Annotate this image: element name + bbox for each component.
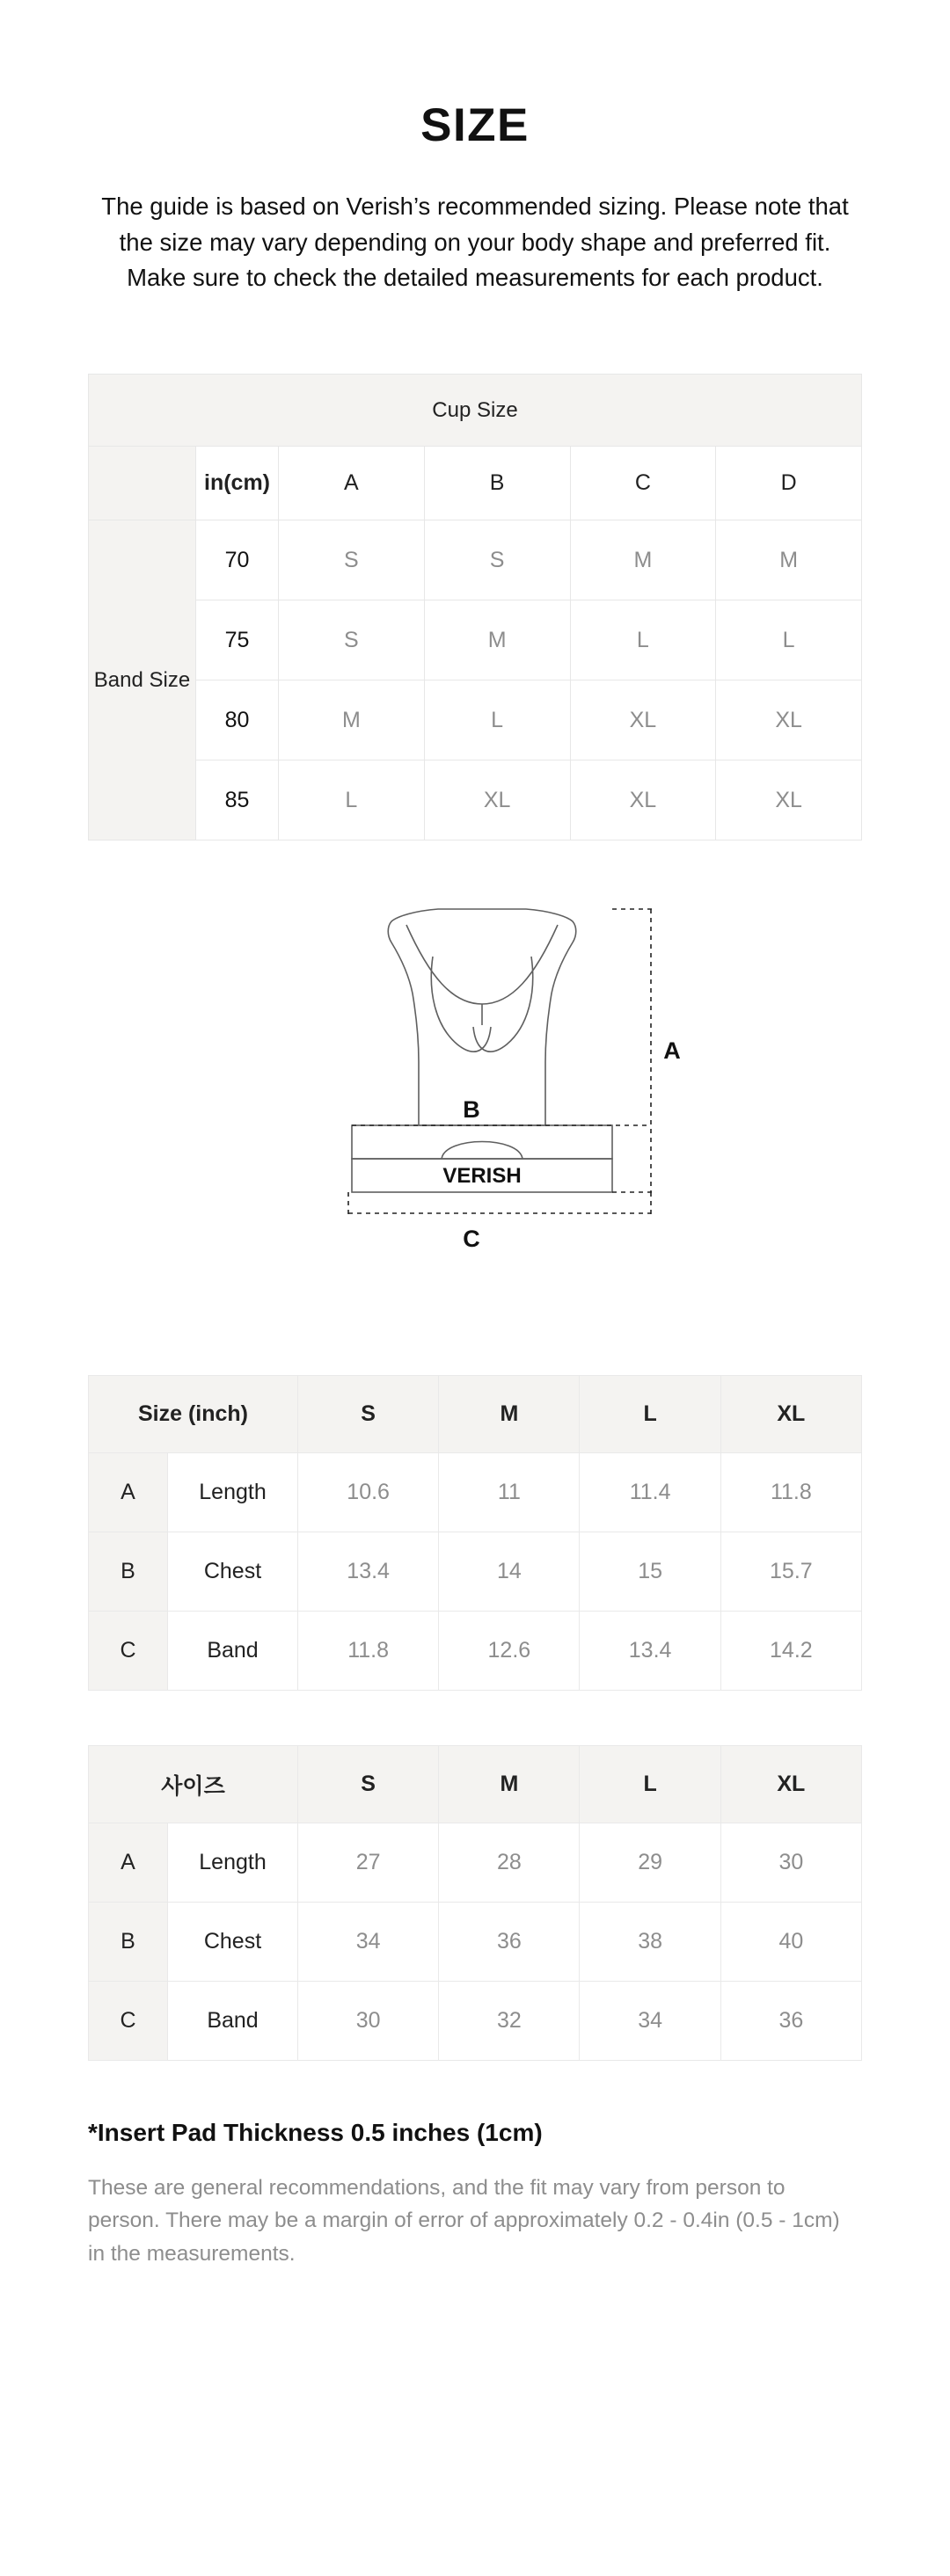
cell-75-b: M [424, 600, 570, 680]
inch-chest-s: 13.4 [298, 1532, 439, 1612]
cm-length-xl: 30 [720, 1823, 861, 1903]
cell-85-d: XL [716, 760, 862, 840]
cm-size-l: L [580, 1746, 720, 1823]
cell-75-d: L [716, 600, 862, 680]
cup-column-a: A [279, 447, 425, 520]
cell-70-c: M [570, 520, 716, 600]
cm-size-s: S [298, 1746, 439, 1823]
table-row [89, 1982, 862, 2061]
cm-chest-l: 38 [580, 1903, 720, 1982]
cup-column-d: D [716, 447, 862, 520]
cm-size-xl: XL [720, 1746, 861, 1823]
table-header-row [89, 1746, 862, 1823]
cm-label-chest: Chest [168, 1903, 298, 1982]
cm-band-l: 34 [580, 1982, 720, 2061]
cell-80-c: XL [570, 680, 716, 760]
cm-measurement-table [88, 1745, 862, 2061]
cm-axis-c: C [89, 1982, 168, 2061]
inch-band-xl: 14.2 [720, 1612, 861, 1691]
inch-band-m: 12.6 [439, 1612, 580, 1691]
inch-length-xl: 11.8 [720, 1453, 861, 1532]
cm-label-length: Length [168, 1823, 298, 1903]
inch-size-s: S [298, 1376, 439, 1453]
cm-length-l: 29 [580, 1823, 720, 1903]
cell-70-d: M [716, 520, 862, 600]
cell-80-d: XL [716, 680, 862, 760]
inch-size-l: L [580, 1376, 720, 1453]
cell-85-c: XL [570, 760, 716, 840]
inch-band-s: 11.8 [298, 1612, 439, 1691]
cell-75-c: L [570, 600, 716, 680]
cm-chest-s: 34 [298, 1903, 439, 1982]
table-row [89, 1453, 862, 1532]
page-title: SIZE [420, 99, 530, 151]
inch-chest-l: 15 [580, 1532, 720, 1612]
band-size-label: Band Size [89, 520, 196, 840]
table-row [89, 1823, 862, 1903]
inch-label-band: Band [168, 1612, 298, 1691]
cell-70-a: S [279, 520, 425, 600]
inch-header-label: Size (inch) [89, 1376, 298, 1453]
table-row [89, 1532, 862, 1612]
inch-band-l: 13.4 [580, 1612, 720, 1691]
inch-chest-xl: 15.7 [720, 1532, 861, 1612]
pad-thickness-note: *Insert Pad Thickness 0.5 inches (1cm) [88, 2119, 543, 2147]
measurement-disclaimer: These are general recommendations, and the fit may vary from person to person. There may be a margin of error of approximately 0.2 - 0.4in (0.5 - 1cm) in the measurements. [88, 2176, 840, 2266]
inch-length-l: 11.4 [580, 1453, 720, 1532]
cell-70-b: S [424, 520, 570, 600]
inch-chest-m: 14 [439, 1532, 580, 1612]
inch-size-xl: XL [720, 1376, 861, 1453]
cm-length-s: 27 [298, 1823, 439, 1903]
inch-length-m: 11 [439, 1453, 580, 1532]
cell-75-a: S [279, 600, 425, 680]
table-row [89, 600, 862, 680]
inch-axis-b: B [89, 1532, 168, 1612]
cm-chest-m: 36 [439, 1903, 580, 1982]
cm-length-m: 28 [439, 1823, 580, 1903]
corner-cell [89, 447, 196, 520]
marker-b: B [463, 1096, 480, 1124]
inch-label-chest: Chest [168, 1532, 298, 1612]
inch-label-length: Length [168, 1453, 298, 1532]
cm-header-label: 사이즈 [89, 1746, 298, 1823]
inch-axis-a: A [89, 1453, 168, 1532]
cell-85-b: XL [424, 760, 570, 840]
cm-band-m: 32 [439, 1982, 580, 2061]
table-row [89, 520, 862, 600]
table-row [89, 1903, 862, 1982]
cm-band-s: 30 [298, 1982, 439, 2061]
cell-85-a: L [279, 760, 425, 840]
table-row [89, 760, 862, 840]
band-value-75: 75 [196, 600, 279, 680]
cm-axis-a: A [89, 1823, 168, 1903]
cell-80-a: M [279, 680, 425, 760]
inch-length-s: 10.6 [298, 1453, 439, 1532]
size-guide-page [0, 98, 950, 2576]
cm-chest-xl: 40 [720, 1903, 861, 1982]
table-header-row [89, 1376, 862, 1453]
cm-band-xl: 36 [720, 1982, 861, 2061]
unit-label: in(cm) [196, 447, 279, 520]
table-row [89, 1612, 862, 1691]
bra-measurement-diagram [88, 895, 862, 1317]
table-row [89, 680, 862, 760]
cup-column-b: B [424, 447, 570, 520]
band-value-85: 85 [196, 760, 279, 840]
intro-paragraph: The guide is based on Verish’s recommended sizing. Please note that the size may vary depending on your body shape and preferred fit. Make sure to check the detailed measurements for each product. [101, 193, 849, 292]
cm-size-m: M [439, 1746, 580, 1823]
inch-axis-c: C [89, 1612, 168, 1691]
cm-axis-b: B [89, 1903, 168, 1982]
cell-80-b: L [424, 680, 570, 760]
cup-size-header: Cup Size [89, 375, 862, 447]
marker-a: A [663, 1037, 681, 1065]
cup-size-table [88, 374, 862, 840]
band-value-80: 80 [196, 680, 279, 760]
bra-diagram-svg [88, 895, 862, 1317]
cup-column-c: C [570, 447, 716, 520]
band-value-70: 70 [196, 520, 279, 600]
marker-c: C [463, 1226, 480, 1253]
cm-label-band: Band [168, 1982, 298, 2061]
brand-label: VERISH [442, 1164, 522, 1189]
inch-size-m: M [439, 1376, 580, 1453]
inch-measurement-table [88, 1375, 862, 1691]
